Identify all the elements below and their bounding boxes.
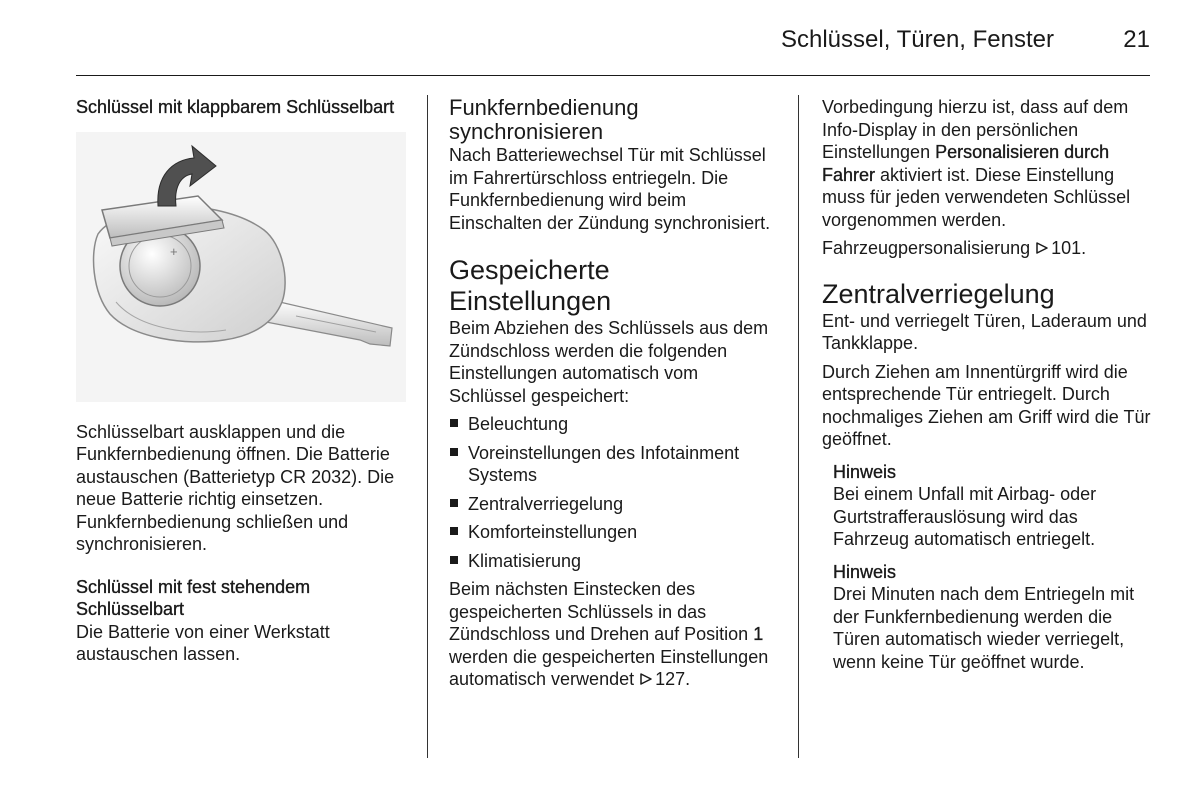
- svg-text:+: +: [170, 243, 178, 259]
- sync-heading: Funkfernbedienung synchronisieren: [449, 95, 639, 144]
- column-3: [822, 96, 1152, 673]
- note-text: Drei Minuten nach dem Entriegeln mit der Funkfernbedienung werden die Türen automatisch wieder verriegelt, wenn keine Tür geöffnet wurde.: [833, 584, 1135, 672]
- list-item: Beleuchtung: [449, 413, 779, 436]
- page-title: Schlüssel, Türen, Fenster: [780, 26, 1054, 53]
- note-title: Hinweis: [833, 461, 897, 482]
- list-item: Voreinstellungen des Infotainment Systems: [449, 442, 779, 487]
- page-reference-101[interactable]: 101.: [1051, 238, 1087, 258]
- central-locking-text-1: Ent- und verriegelt Türen, Laderaum und Tankklappe.: [822, 310, 1147, 353]
- column-divider-1: [427, 95, 428, 758]
- page-reference-127[interactable]: 127.: [655, 669, 691, 689]
- list-item: Komforteinstellungen: [449, 521, 779, 544]
- note-text: Bei einem Unfall mit Airbag- oder Gurtstrafferauslösung wird das Fahrzeug automatisch entriegelt.: [833, 484, 1097, 549]
- folding-key-heading: Schlüssel mit klappbarem Schlüsselbart: [76, 97, 395, 117]
- saved-settings-text: Beim Abziehen des Schlüssels aus dem Zündschloss werden die folgenden Einstellungen automatisch vom Schlüssel gespeichert:: [449, 318, 769, 406]
- square-bullet-icon: [450, 448, 458, 456]
- square-bullet-icon: [450, 419, 458, 427]
- note-auto-relock: [822, 561, 1152, 674]
- list-item: Zentralverriegelung: [449, 493, 779, 516]
- note-crash-unlock: [822, 461, 1152, 551]
- header-rule: [76, 75, 1150, 76]
- square-bullet-icon: [450, 499, 458, 507]
- column-divider-2: [798, 95, 799, 758]
- battery-change-text: Schlüsselbart ausklappen und die Funkfernbedienung öffnen. Die Batterie austauschen (Batterietyp CR 2032). Die neue Batterie richtig einsetzen. Funkfernbedienung schließen und synchronisieren.: [76, 421, 395, 554]
- fixed-key-heading: Schlüssel mit fest stehendem Schlüsselbart: [76, 576, 311, 619]
- saved-settings-heading: Gespeicherte Einstellungen: [449, 255, 612, 316]
- arrow-reference-icon: [639, 669, 653, 683]
- page-number: 21: [1123, 26, 1150, 53]
- personalization-reference: Fahrzeugpersonalisierung 101.: [822, 238, 1087, 258]
- workshop-battery-text: Die Batterie von einer Werkstatt austauschen lassen.: [76, 621, 330, 664]
- list-item: Klimatisierung: [449, 550, 779, 573]
- column-1: [76, 96, 406, 666]
- sync-text: Nach Batteriewechsel Tür mit Schlüssel im Fahrertürschloss entriegeln. Die Funkfernbedienung wird beim Einschalten der Zündung synchronisiert.: [449, 145, 771, 233]
- central-locking-heading: Zentralverriegelung: [822, 278, 1055, 309]
- column-2: [449, 96, 779, 691]
- note-title: Hinweis: [833, 561, 897, 582]
- central-locking-text-2: Durch Ziehen am Innentürgriff wird die entsprechende Tür entriegelt. Durch nochmaliges Ziehen am Griff wird die Tür geöffnet.: [822, 361, 1151, 449]
- insert-key-text: Beim nächsten Einstecken des gespeicherten Schlüssels in das Zündschloss und Drehen auf Position 1 werden die gespeicherten Einstellungen automatisch verwendet 127.: [449, 579, 769, 689]
- saved-settings-list: [449, 413, 779, 572]
- key-battery-illustration: [76, 132, 406, 402]
- square-bullet-icon: [450, 556, 458, 564]
- precondition-text: Vorbedingung hierzu ist, dass auf dem Info-Display in den persönlichen Einstellungen Personalisieren durch Fahrer aktiviert ist. Diese Einstellung muss für jeden verwendeten Schlüssel vorgenommen werden.: [822, 97, 1131, 230]
- square-bullet-icon: [450, 527, 458, 535]
- arrow-reference-icon: [1035, 238, 1049, 252]
